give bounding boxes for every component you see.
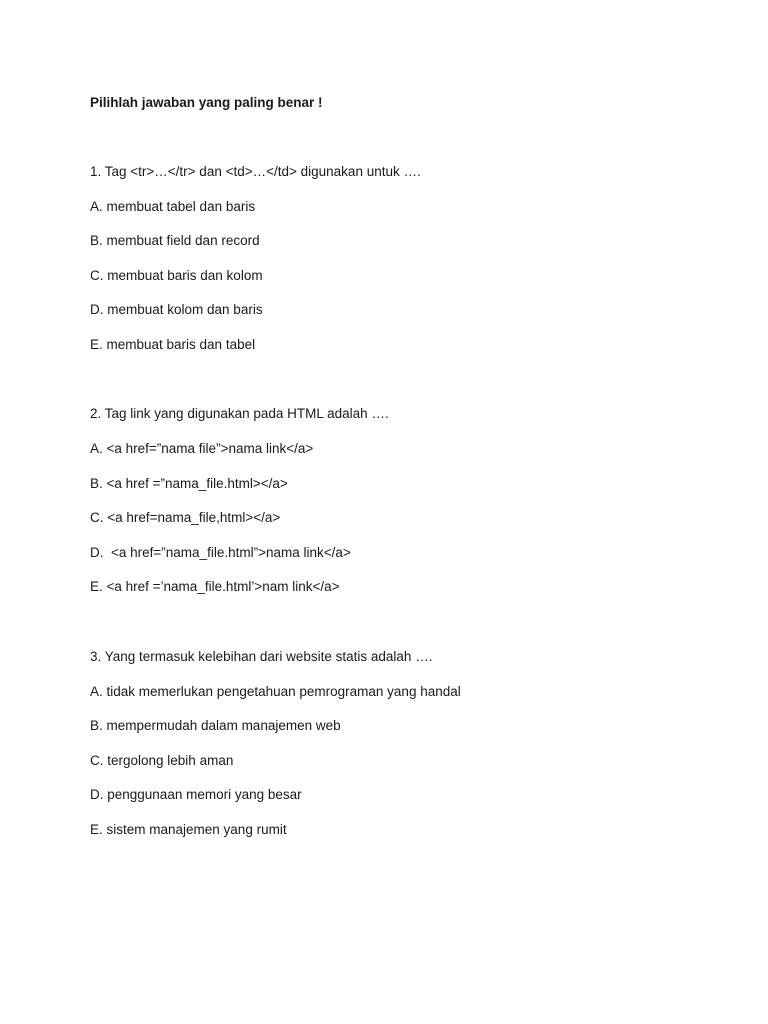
question-1-option-e: E. membuat baris dan tabel [90,337,256,352]
question-2-option-e: E. <a href =’nama_file.html’>nam link</a> [90,579,340,594]
question-3-option-a: A. tidak memerlukan pengetahuan pemrograman yang handal [90,684,461,699]
question-1-text: 1. Tag <tr>…</tr> dan <td>…</td> digunakan untuk …. [90,164,421,179]
question-3-option-e: E. sistem manajemen yang rumit [90,822,287,837]
question-3-option-b: B. mempermudah dalam manajemen web [90,718,341,733]
question-1-option-d: D. membuat kolom dan baris [90,302,263,317]
question-1-option-a: A. membuat tabel dan baris [90,199,256,214]
page-title: Pilihlah jawaban yang paling benar ! [90,95,323,110]
question-2-option-a: A. <a href=”nama file”>nama link</a> [90,441,314,456]
question-2-option-c: C. <a href=nama_file,html></a> [90,510,281,525]
question-2-option-b: B. <a href =”nama_file.html></a> [90,476,288,491]
question-2-option-d: D. <a href=”nama_file.html”>nama link</a> [90,545,351,560]
question-1-option-c: C. membuat baris dan kolom [90,268,263,283]
question-3-option-d: D. penggunaan memori yang besar [90,787,302,802]
question-3-option-c: C. tergolong lebih aman [90,753,234,768]
question-1-option-b: B. membuat field dan record [90,233,260,248]
question-2-text: 2. Tag link yang digunakan pada HTML adalah …. [90,406,389,421]
question-3-text: 3. Yang termasuk kelebihan dari website statis adalah …. [90,649,433,664]
